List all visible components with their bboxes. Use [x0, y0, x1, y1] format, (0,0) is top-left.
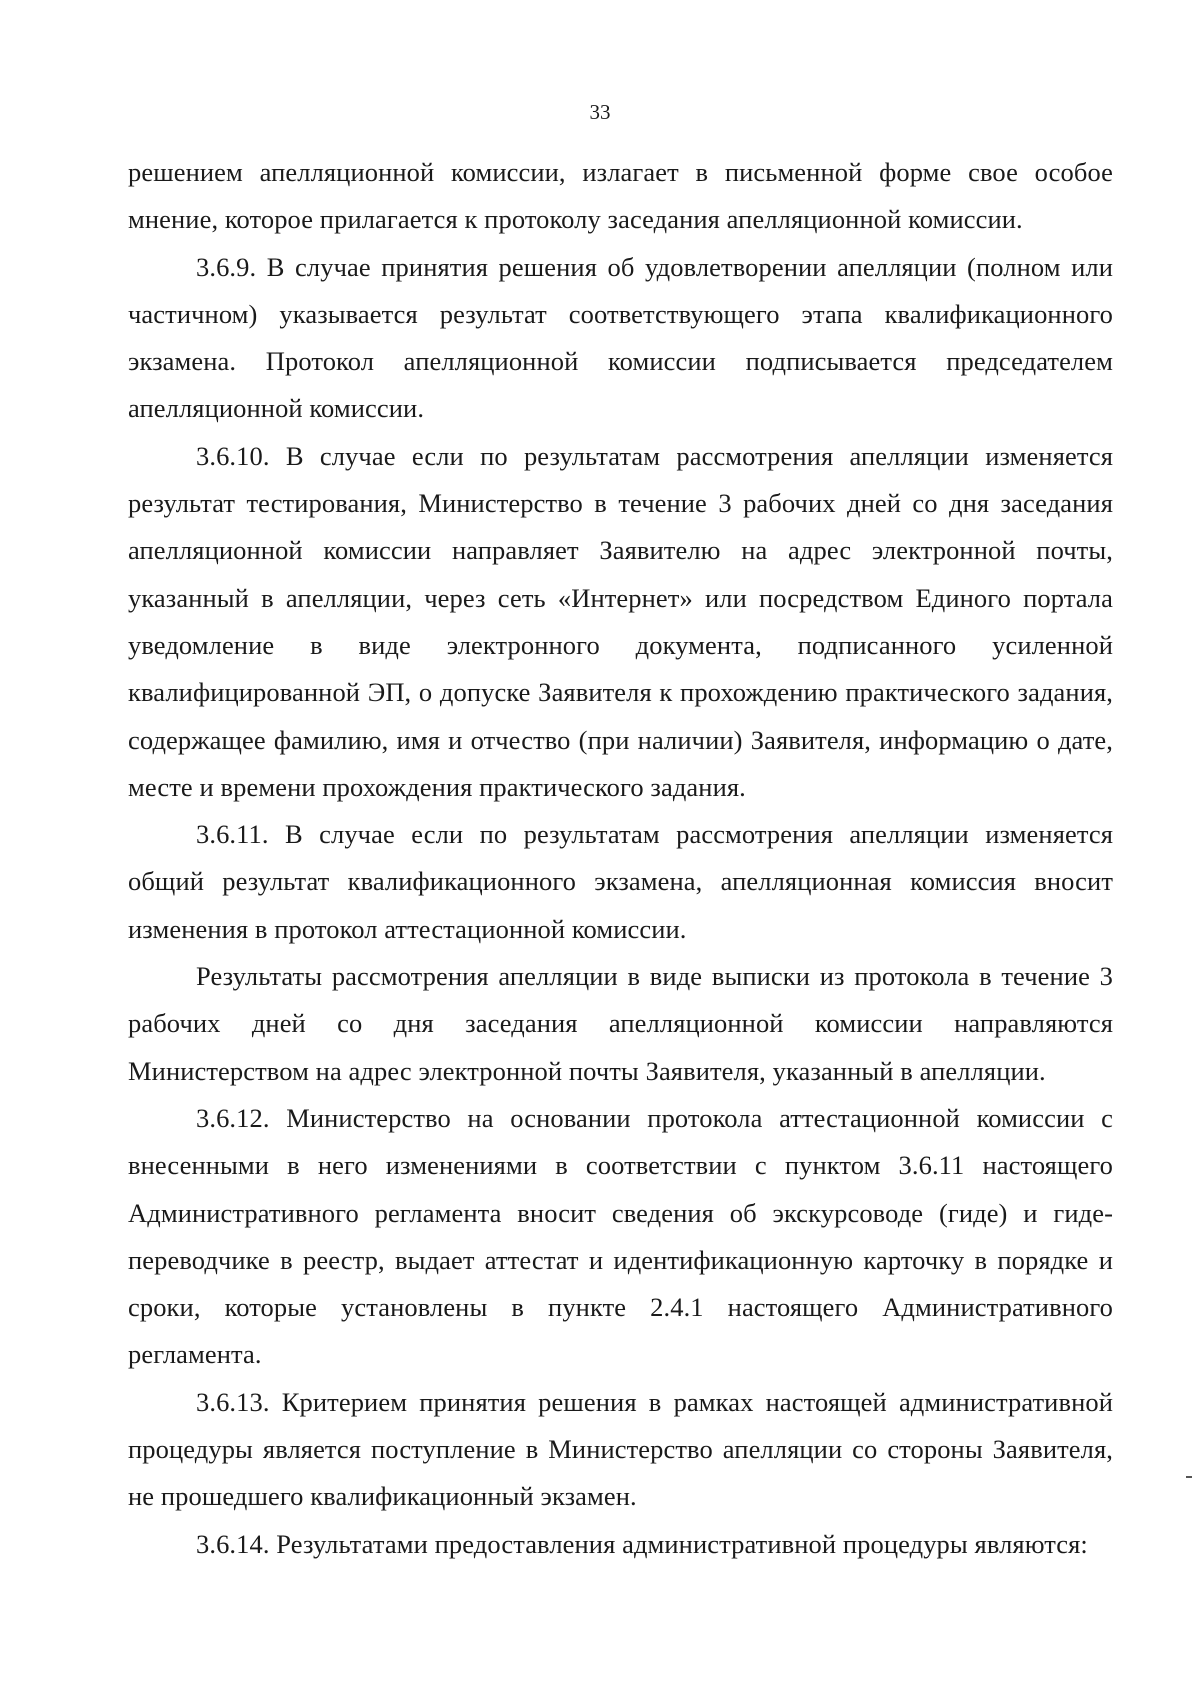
paragraph-3-6-13: 3.6.13. Критерием принятия решения в рамках настоящей административной процедуры является поступление в Министерство апелляции со стороны Заявителя, не прошедшего квалификационный экзамен. [128, 1386, 1113, 1512]
scan-mark [1186, 1476, 1192, 1478]
paragraph-continuation: решением апелляционной комиссии, излагает в письменной форме свое особое мнение, которое прилагается к протоколу заседания апелляционной комиссии. [128, 157, 1113, 235]
paragraph-3-6-11: 3.6.11. В случае если по результатам рассмотрения апелляции изменяется общий результат квалификационного экзамена, апелляционная комиссия вносит изменения в протокол аттестационной комиссии. [128, 819, 1113, 944]
page-number: 33 [589, 100, 611, 124]
paragraph-3-6-12: 3.6.12. Министерство на основании протокола аттестационной комиссии с внесенными в него изменениями в соответствии с пунктом 3.6.11 настоящего Административного регламента вносит сведения об экскурсоводе (гиде) и гиде-переводчике в реестр, выдает аттестат и идентификационную карточку в порядке и сроки, которые установлены в пункте 2.4.1 настоящего Административного регламента. [128, 1102, 1113, 1370]
paragraph-3-6-10: 3.6.10. В случае если по результатам рассмотрения апелляции изменяется результат тестирования, Министерство в течение 3 рабочих дней со дня заседания апелляционной комиссии направляет Заявителю на адрес электронной почты, указанный в апелляции, через сеть «Интернет» или посредством Единого портала уведомление в виде электронного документа, подписанного усиленной квалифицированной ЭП, о допуске Заявителя к прохождению практического задания, содержащее фамилию, имя и отчество (при наличии) Заявителя, информацию о дате, месте и времени прохождения практического задания. [128, 440, 1113, 802]
paragraph-3-6-14: 3.6.14. Результатами предоставления административной процедуры являются: [196, 1528, 1088, 1559]
paragraph-appeal-results: Результаты рассмотрения апелляции в виде выписки из протокола в течение 3 рабочих дней со дня заседания апелляционной комиссии направляются Министерством на адрес электронной почты Заявителя, указанный в апелляции. [128, 961, 1113, 1086]
paragraph-3-6-9: 3.6.9. В случае принятия решения об удовлетворении апелляции (полном или частичном) указывается результат соответствующего этапа квалификационного экзамена. Протокол апелляционной комиссии подписывается председателем апелляционной комиссии. [128, 251, 1113, 424]
document-body [128, 149, 1113, 1568]
